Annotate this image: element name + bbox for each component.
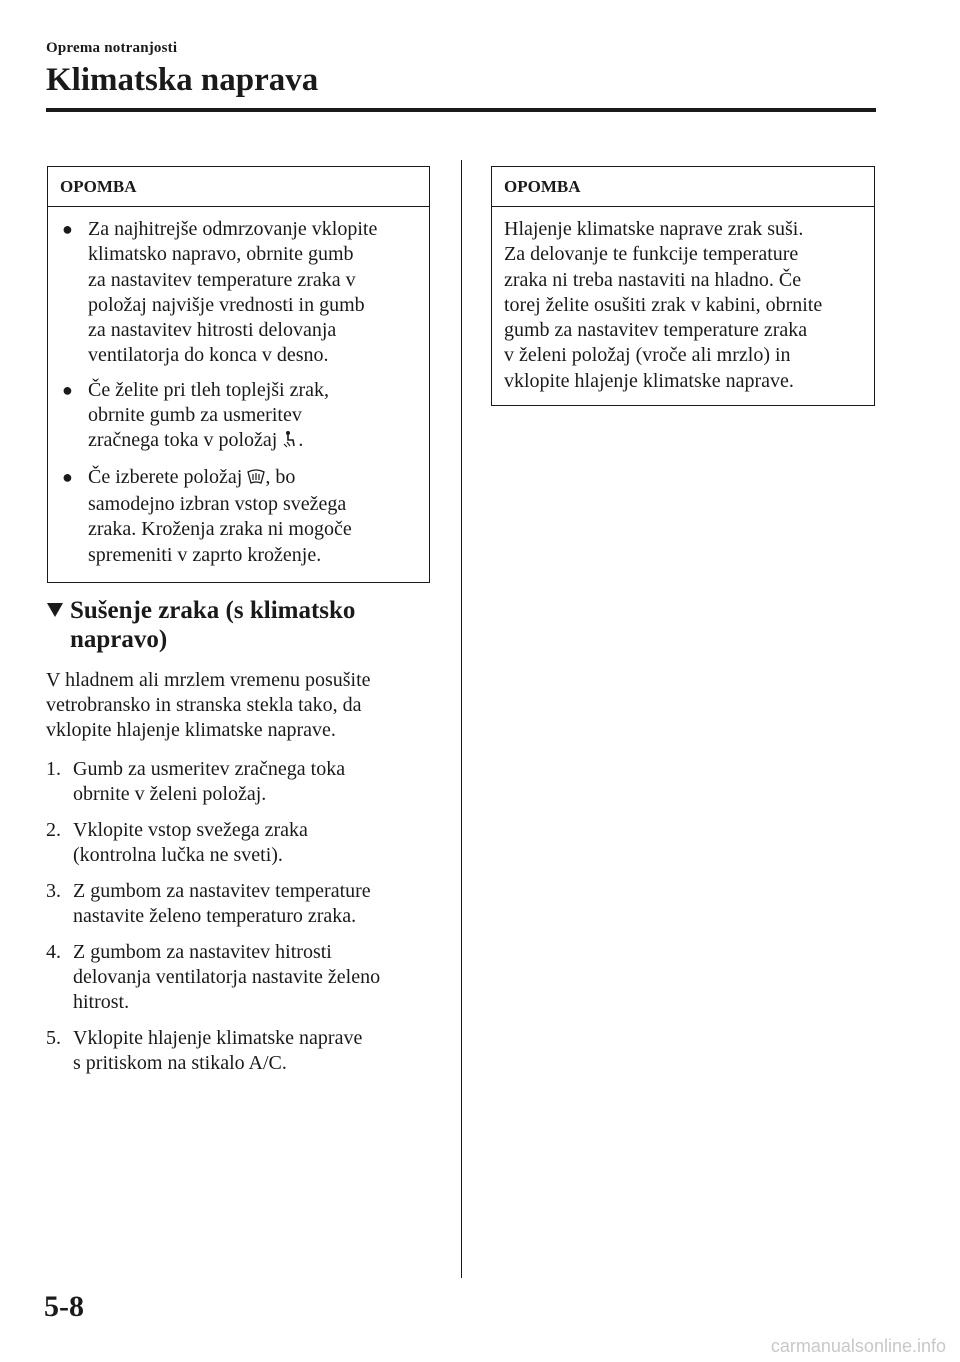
section-heading-line: napravo) xyxy=(70,626,168,653)
page-number: 5-8 xyxy=(44,1290,84,1323)
title-rule xyxy=(46,108,876,112)
step-item xyxy=(46,757,446,807)
note-box-left xyxy=(47,166,430,583)
step-line: obrnite v želeni položaj. xyxy=(73,783,267,805)
step-line: Z gumbom za nastavitev hitrosti xyxy=(73,941,332,963)
note-line: samodejno izbran vstop svežega xyxy=(88,492,347,515)
step-item xyxy=(46,940,446,1015)
note-line: Če izberete položaj xyxy=(88,465,248,488)
defroster-icon xyxy=(247,467,265,492)
intro-paragraph xyxy=(46,668,446,743)
note-line: gumb za nastavitev temperature zraka xyxy=(504,319,808,342)
note-box-right xyxy=(491,166,875,406)
note-line: zraka. Kroženja zraka ni mogoče xyxy=(88,518,352,541)
intro-line: V hladnem ali mrzlem vremenu posušite xyxy=(46,669,371,691)
bullet-dot-icon: ● xyxy=(62,379,73,400)
note-line: obrnite gumb za usmeritev xyxy=(88,404,302,427)
step-line: (kontrolna lučka ne sveti). xyxy=(73,844,283,866)
step-item xyxy=(46,1026,446,1076)
step-line: delovanja ventilatorja nastavite želeno xyxy=(73,966,381,988)
step-number: 3. xyxy=(46,880,61,902)
intro-line: vetrobransko in stranska stekla tako, da xyxy=(46,694,362,716)
note-line: zračnega toka v položaj xyxy=(88,429,283,452)
step-line: hitrost. xyxy=(73,991,130,1013)
intro-line: vklopite hlajenje klimatske naprave. xyxy=(46,719,336,741)
step-item xyxy=(46,818,446,868)
step-number: 5. xyxy=(46,1027,61,1049)
page-title: Klimatska naprava xyxy=(46,62,319,98)
note-line: ventilatorja do konca v desno. xyxy=(88,344,329,367)
note-line: zraka ni treba nastaviti na hladno. Če xyxy=(504,268,802,291)
note-bullet-item xyxy=(60,465,417,568)
note-line: Za delovanje te funkcije temperature xyxy=(504,243,799,266)
bullet-dot-icon: ● xyxy=(62,219,73,239)
note-line: položaj najvišje vrednosti in gumb xyxy=(88,293,365,316)
note-bullet-list xyxy=(48,207,429,568)
note-bullet-item xyxy=(60,378,417,456)
note-line: Hlajenje klimatske naprave zrak suši. xyxy=(504,218,804,240)
note-line: Če želite pri tleh toplejši zrak, xyxy=(88,378,330,401)
floor-airflow-icon xyxy=(282,430,298,455)
step-item xyxy=(46,879,446,929)
step-line: Vklopite hlajenje klimatske naprave xyxy=(73,1027,363,1049)
bullet-dot-icon: ● xyxy=(62,466,73,487)
steps-list xyxy=(46,757,446,1087)
note-line: spremeniti v zaprto kroženje. xyxy=(88,543,322,566)
note-line: , bo xyxy=(265,465,296,488)
step-line: Vklopite vstop svežega zraka xyxy=(73,819,308,841)
note-line: torej želite osušiti zrak v kabini, obrnite xyxy=(504,293,823,316)
step-line: Z gumbom za nastavitev temperature xyxy=(73,880,371,902)
watermark: carmanualsonline.info xyxy=(770,1336,946,1356)
section-heading xyxy=(46,596,436,654)
section-label: Oprema notranjosti xyxy=(46,40,178,56)
note-line: klimatsko napravo, obrnite gumb xyxy=(88,243,354,266)
note-line: Za najhitrejše odmrzovanje vklopite xyxy=(88,218,378,240)
section-heading-line: Sušenje zraka (s klimatsko xyxy=(70,597,356,624)
column-divider xyxy=(461,160,462,1278)
note-text xyxy=(492,207,874,394)
note-line: vklopite hlajenje klimatske naprave. xyxy=(504,369,794,392)
step-number: 4. xyxy=(46,941,61,963)
note-heading: OPOMBA xyxy=(48,167,429,207)
note-line: za nastavitev temperature zraka v xyxy=(88,268,356,291)
step-line: nastavite želeno temperaturo zraka. xyxy=(73,905,357,927)
note-line: . xyxy=(298,429,304,452)
step-line: Gumb za usmeritev zračnega toka xyxy=(73,758,346,780)
note-heading: OPOMBA xyxy=(492,167,874,207)
note-line: v želeni položaj (vroče ali mrzlo) in xyxy=(504,344,791,367)
step-number: 2. xyxy=(46,819,61,841)
note-bullet-item xyxy=(60,217,417,369)
note-line: za nastavitev hitrosti delovanja xyxy=(88,319,337,342)
step-line: s pritiskom na stikalo A/C. xyxy=(73,1052,287,1074)
triangle-marker-icon xyxy=(46,596,66,625)
step-number: 1. xyxy=(46,758,61,780)
